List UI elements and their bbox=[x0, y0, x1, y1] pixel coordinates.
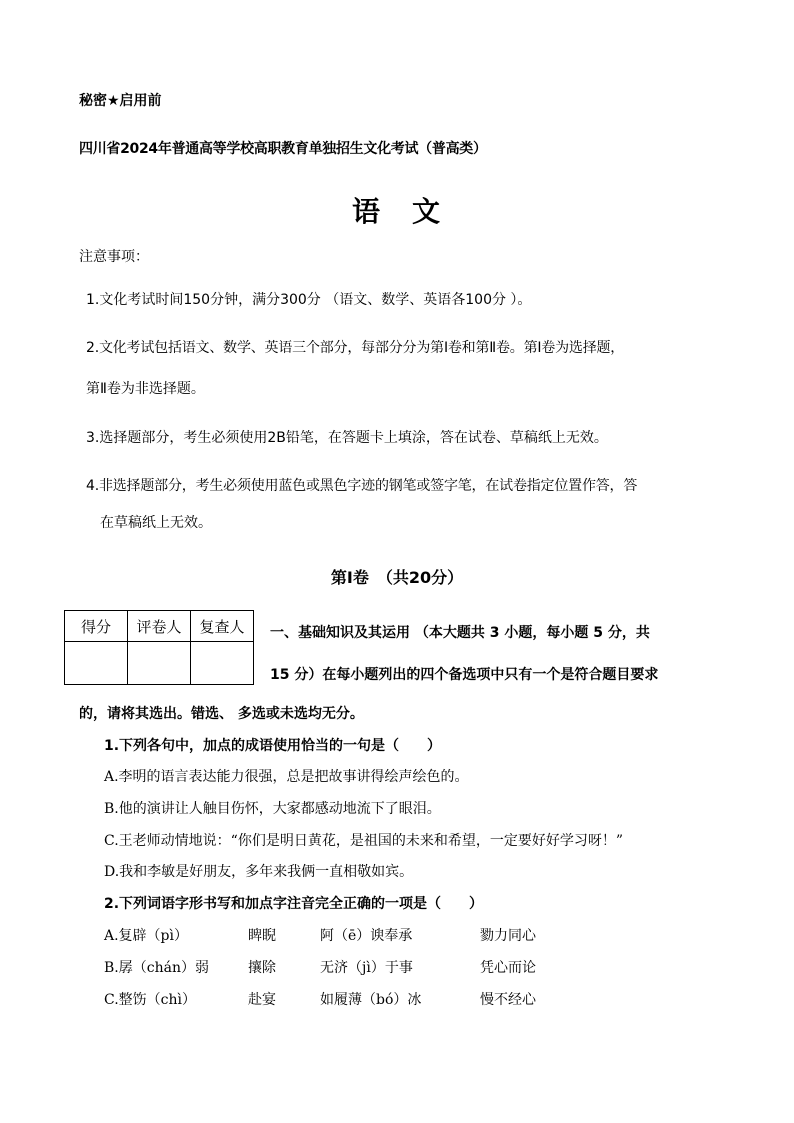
exam-name: 四川省2024年普通高等学校高职教育单独招生文化考试（普高类） bbox=[79, 141, 487, 157]
question-1-option-c: C.王老师动情地说：“你们是明日黄花，是祖国的未来和希望，一定要好好学习呀！” bbox=[104, 833, 623, 849]
grader-cell bbox=[128, 642, 191, 685]
question-2-option-c-word-3: 如履薄（bó）冰 bbox=[320, 992, 422, 1008]
score-cell bbox=[65, 642, 128, 685]
section-1-heading-line-3: 的，请将其选出。错选、 多选或未选均无分。 bbox=[79, 706, 364, 722]
question-1-option-b: B.他的演讲让人触目伤怀，大家都感动地流下了眼泪。 bbox=[104, 801, 441, 817]
question-2-option-a-word-3: 阿（ē）谀奉承 bbox=[320, 928, 413, 944]
subject-title: 语 文 bbox=[351, 195, 442, 228]
score-table bbox=[64, 610, 254, 685]
part-1-title: 第Ⅰ卷 （共20分） bbox=[330, 568, 464, 587]
question-2-option-b-word-3: 无济（jì）于事 bbox=[320, 960, 413, 976]
section-1-heading-line-2: 15 分）在每小题列出的四个备选项中只有一个是符合题目要求 bbox=[270, 667, 659, 683]
question-1-option-a: A.李明的语言表达能力很强，总是把故事讲得绘声绘色的。 bbox=[104, 769, 469, 785]
score-table-blank-row bbox=[65, 642, 254, 685]
notice-item-4-line-2: 在草稿纸上无效。 bbox=[100, 515, 212, 531]
question-1-stem: 1.下列各句中，加点的成语使用恰当的一句是（ ） bbox=[104, 738, 442, 754]
score-header: 得分 bbox=[65, 611, 128, 642]
question-2-option-a-word-1: A.复辟（pì） bbox=[104, 928, 188, 944]
question-2-stem: 2.下列词语字形书写和加点字注音完全正确的一项是（ ） bbox=[104, 896, 484, 912]
section-1-heading-line-1: 一、基础知识及其运用 （本大题共 3 小题，每小题 5 分，共 bbox=[270, 625, 650, 641]
notice-item-3: 3.选择题部分，考生必须使用2B铅笔，在答题卡上填涂，答在试卷、草稿纸上无效。 bbox=[86, 430, 608, 446]
confidential-label: 秘密★启用前 bbox=[79, 93, 162, 109]
notice-item-2-line-1: 2.文化考试包括语文、数学、英语三个部分，每部分分为第Ⅰ卷和第Ⅱ卷。第Ⅰ卷为选择题， bbox=[86, 340, 625, 356]
question-2-option-a-word-2: 睥睨 bbox=[248, 928, 276, 944]
notice-item-2-line-2: 第Ⅱ卷为非选择题。 bbox=[86, 381, 205, 397]
question-2-option-b-word-4: 凭心而论 bbox=[480, 960, 536, 976]
question-2-option-c-word-2: 赴宴 bbox=[248, 992, 276, 1008]
question-1-option-d: D.我和李敏是好朋友，多年来我俩一直相敬如宾。 bbox=[104, 864, 414, 880]
question-2-option-a-word-4: 勠力同心 bbox=[480, 928, 536, 944]
question-2-option-b-word-1: B.孱（chán）弱 bbox=[104, 960, 209, 976]
question-2-option-c-word-4: 慢不经心 bbox=[480, 992, 536, 1008]
score-table-header-row bbox=[65, 611, 254, 642]
notice-item-4-line-1: 4.非选择题部分，考生必须使用蓝色或黑色字迹的钢笔或签字笔，在试卷指定位置作答，答 bbox=[86, 478, 638, 494]
question-2-option-c-word-1: C.整饬（chì） bbox=[104, 992, 196, 1008]
reviewer-cell bbox=[191, 642, 254, 685]
notice-item-1: 1.文化考试时间150分钟，满分300分 （语文、数学、英语各100分 ）。 bbox=[86, 292, 532, 308]
notice-heading: 注意事项： bbox=[79, 249, 149, 265]
grader-header: 评卷人 bbox=[128, 611, 191, 642]
reviewer-header: 复查人 bbox=[191, 611, 254, 642]
question-2-option-b-word-2: 攘除 bbox=[248, 960, 276, 976]
